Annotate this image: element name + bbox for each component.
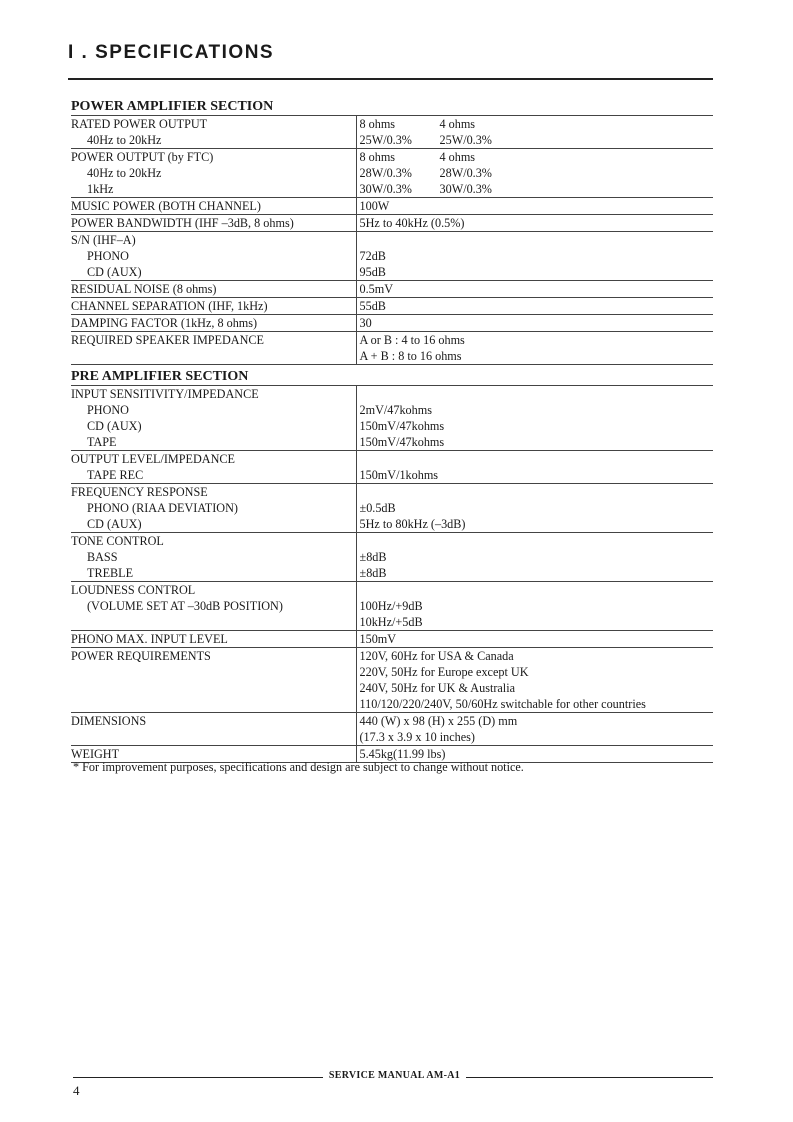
spec-label: CHANNEL SEPARATION (IHF, 1kHz) — [71, 299, 268, 313]
spec-row-output-level — [71, 451, 713, 484]
spec-value: 5Hz to 80kHz (–3dB) — [359, 517, 466, 531]
spec-row-dimensions — [71, 713, 713, 746]
spec-row-damping-factor — [71, 315, 713, 332]
pre-amplifier-section — [71, 369, 713, 763]
footer-rule — [73, 1077, 323, 1078]
spec-value: ±8dB — [359, 550, 387, 564]
spec-row-tone-control — [71, 533, 713, 582]
spec-label: POWER BANDWIDTH (IHF –3dB, 8 ohms) — [71, 216, 294, 230]
spec-value: (17.3 x 3.9 x 10 inches) — [359, 730, 475, 744]
spec-value: 8 ohms — [359, 150, 396, 164]
spec-row-channel-separation — [71, 298, 713, 315]
footer-rule — [466, 1077, 713, 1078]
spec-label: PHONO MAX. INPUT LEVEL — [71, 632, 228, 646]
spec-sublabel: PHONO (RIAA DEVIATION) — [87, 501, 238, 515]
spec-label: DAMPING FACTOR (1kHz, 8 ohms) — [71, 316, 258, 330]
spec-value: 25W/0.3% — [439, 133, 492, 147]
section-title-power: POWER AMPLIFIER SECTION — [71, 99, 274, 114]
spec-sublabel: (VOLUME SET AT –30dB POSITION) — [87, 599, 283, 613]
power-spec-table — [71, 115, 713, 365]
spec-value: ±8dB — [359, 566, 387, 580]
spec-label: REQUIRED SPEAKER IMPEDANCE — [71, 333, 264, 347]
spec-value: ±0.5dB — [359, 501, 396, 515]
spec-value: 8 ohms — [359, 117, 396, 131]
section-title-pre: PRE AMPLIFIER SECTION — [71, 369, 249, 384]
spec-value: 440 (W) x 98 (H) x 255 (D) mm — [359, 714, 518, 728]
spec-value: A or B : 4 to 16 ohms — [359, 333, 465, 347]
spec-value: 5Hz to 40kHz (0.5%) — [359, 216, 465, 230]
pre-spec-table — [71, 385, 713, 763]
spec-value: 4 ohms — [439, 117, 476, 131]
spec-sublabel: TAPE REC — [87, 468, 144, 482]
spec-label: RESIDUAL NOISE (8 ohms) — [71, 282, 217, 296]
spec-label: POWER REQUIREMENTS — [71, 649, 211, 663]
spec-row-frequency-response — [71, 484, 713, 533]
power-amplifier-section — [71, 99, 713, 365]
spec-label: MUSIC POWER (BOTH CHANNEL) — [71, 199, 261, 213]
spec-label: FREQUENCY RESPONSE — [71, 485, 208, 499]
title-rule — [68, 78, 713, 80]
spec-value: 28W/0.3% — [439, 166, 492, 180]
spec-value: 55dB — [359, 299, 386, 313]
spec-row-power-requirements — [71, 648, 713, 713]
spec-label: POWER OUTPUT (by FTC) — [71, 150, 214, 164]
spec-value: 25W/0.3% — [359, 133, 412, 147]
spec-label: TONE CONTROL — [71, 534, 164, 548]
spec-row-sn — [71, 232, 713, 281]
spec-value: 30W/0.3% — [439, 182, 492, 196]
spec-sublabel: PHONO — [87, 249, 129, 263]
spec-sublabel: CD (AUX) — [87, 265, 142, 279]
spec-sublabel: BASS — [87, 550, 118, 564]
spec-row-power-bandwidth — [71, 215, 713, 232]
spec-label: INPUT SENSITIVITY/IMPEDANCE — [71, 387, 259, 401]
spec-value: 30W/0.3% — [359, 182, 412, 196]
spec-sublabel: 40Hz to 20kHz — [87, 133, 162, 147]
spec-value: 95dB — [359, 265, 386, 279]
spec-value: 110/120/220/240V, 50/60Hz switchable for other countries — [359, 697, 646, 711]
spec-value: 72dB — [359, 249, 386, 263]
spec-sublabel: PHONO — [87, 403, 129, 417]
spec-value: 150mV/47kohms — [359, 419, 445, 433]
spec-value: 100Hz/+9dB — [359, 599, 423, 613]
spec-value: 120V, 60Hz for USA & Canada — [359, 649, 514, 663]
footer-manual-title: SERVICE MANUAL AM-A1 — [328, 1070, 461, 1081]
spec-label: S/N (IHF–A) — [71, 233, 136, 247]
page-number: 4 — [73, 1083, 80, 1098]
spec-label: OUTPUT LEVEL/IMPEDANCE — [71, 452, 235, 466]
spec-value: 0.5mV — [359, 282, 394, 296]
spec-label: RATED POWER OUTPUT — [71, 117, 208, 131]
footnote: * For improvement purposes, specifications and design are subject to change without notice. — [73, 760, 524, 774]
spec-sublabel: CD (AUX) — [87, 517, 142, 531]
spec-value: 150mV/47kohms — [359, 435, 445, 449]
spec-row-input-sensitivity — [71, 386, 713, 451]
spec-value: 220V, 50Hz for Europe except UK — [359, 665, 529, 679]
spec-value: 240V, 50Hz for UK & Australia — [359, 681, 515, 695]
spec-value: 28W/0.3% — [359, 166, 412, 180]
spec-value: 4 ohms — [439, 150, 476, 164]
spec-row-ftc-output — [71, 149, 713, 198]
spec-row-speaker-impedance — [71, 332, 713, 365]
spec-value: 150mV/1kohms — [359, 468, 439, 482]
spec-value: 30 — [359, 316, 372, 330]
spec-value: 150mV — [359, 632, 397, 646]
spec-value: 10kHz/+5dB — [359, 615, 423, 629]
spec-value: 5.45kg(11.99 lbs) — [359, 747, 446, 761]
spec-row-loudness-control — [71, 582, 713, 631]
spec-sublabel: TREBLE — [87, 566, 134, 580]
spec-sublabel: CD (AUX) — [87, 419, 142, 433]
spec-value: 2mV/47kohms — [359, 403, 432, 417]
spec-sublabel: 40Hz to 20kHz — [87, 166, 162, 180]
spec-value: A + B : 8 to 16 ohms — [359, 349, 462, 363]
spec-sublabel: 1kHz — [87, 182, 114, 196]
spec-label: DIMENSIONS — [71, 714, 147, 728]
spec-label: WEIGHT — [71, 747, 120, 761]
spec-value: 100W — [359, 199, 390, 213]
spec-row-rated-power — [71, 116, 713, 149]
page-title: I . SPECIFICATIONS — [68, 42, 275, 63]
spec-label: LOUDNESS CONTROL — [71, 583, 196, 597]
spec-row-residual-noise — [71, 281, 713, 298]
spec-row-phono-max-input — [71, 631, 713, 648]
spec-row-music-power — [71, 198, 713, 215]
spec-sublabel: TAPE — [87, 435, 117, 449]
